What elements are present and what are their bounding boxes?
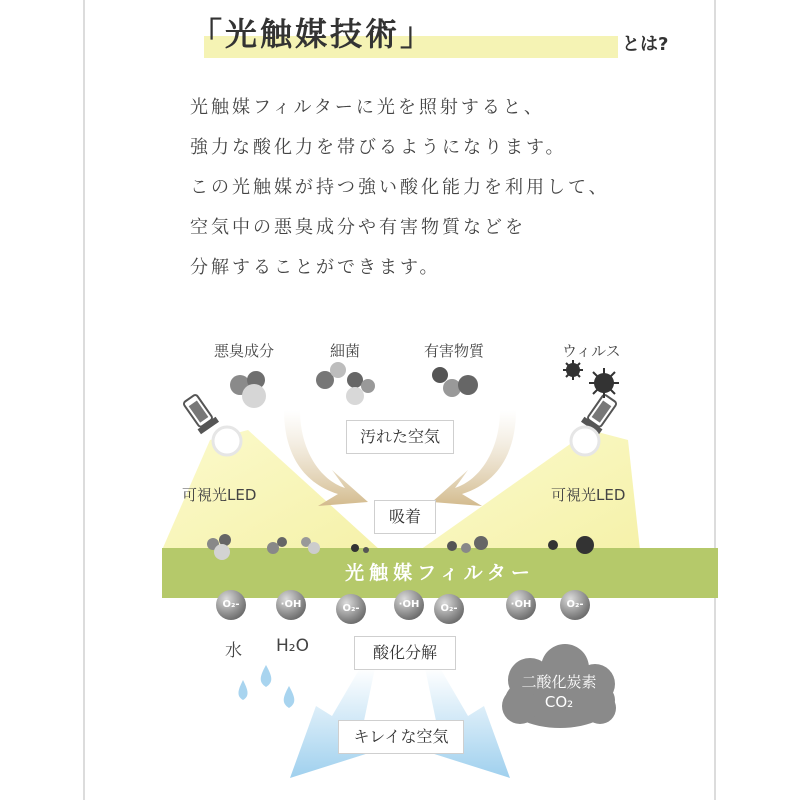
molecule-o2: O₂- xyxy=(434,594,464,624)
label-clean-air: キレイな空気 xyxy=(338,720,464,754)
label-led-left: 可視光LED xyxy=(182,486,257,504)
molecule-o2: O₂- xyxy=(216,590,246,620)
molecule-oh: ·OH xyxy=(276,590,306,620)
page-title-suffix: とは? xyxy=(622,34,669,55)
molecule-oh: ·OH xyxy=(394,590,424,620)
led-left-icon xyxy=(180,392,219,434)
label-bacteria: 細菌 xyxy=(330,342,361,360)
intro-line: 分解することができます。 xyxy=(190,257,441,278)
virus-icon xyxy=(563,360,619,398)
harmful-particles-icon xyxy=(432,367,478,397)
intro-line: 強力な酸化力を帯びるようになります。 xyxy=(190,137,567,158)
label-decomposition: 酸化分解 xyxy=(354,636,456,670)
label-water: 水 xyxy=(225,641,242,661)
label-adsorption: 吸着 xyxy=(374,500,436,534)
label-odor: 悪臭成分 xyxy=(214,342,275,360)
co2-label-block xyxy=(504,672,614,712)
label-h2o: H₂O xyxy=(276,636,309,656)
led-right-glow xyxy=(571,427,599,455)
led-left-glow xyxy=(213,427,241,455)
intro-line: 光触媒フィルターに光を照射すると、 xyxy=(190,97,545,118)
water-drop-icon xyxy=(238,665,294,708)
label-virus: ウィルス xyxy=(562,342,621,360)
label-dirty-air: 汚れた空気 xyxy=(346,420,454,454)
bacteria-particles-icon xyxy=(316,362,375,405)
molecule-o2: O₂- xyxy=(336,594,366,624)
label-harmful: 有害物質 xyxy=(424,342,485,360)
molecule-oh: ·OH xyxy=(506,590,536,620)
label-led-right: 可視光LED xyxy=(551,486,626,504)
label-co2-name: 二酸化炭素 xyxy=(521,673,597,691)
intro-line: この光触媒が持つ強い酸化能力を利用して、 xyxy=(190,177,610,198)
label-filter: 光触媒フィルター xyxy=(345,562,535,584)
page-title: 「光触媒技術」 xyxy=(190,15,436,53)
molecule-o2: O₂- xyxy=(560,590,590,620)
odor-particles-icon xyxy=(230,371,266,408)
intro-line: 空気中の悪臭成分や有害物質などを xyxy=(190,217,526,238)
label-co2-formula: CO₂ xyxy=(544,693,574,711)
